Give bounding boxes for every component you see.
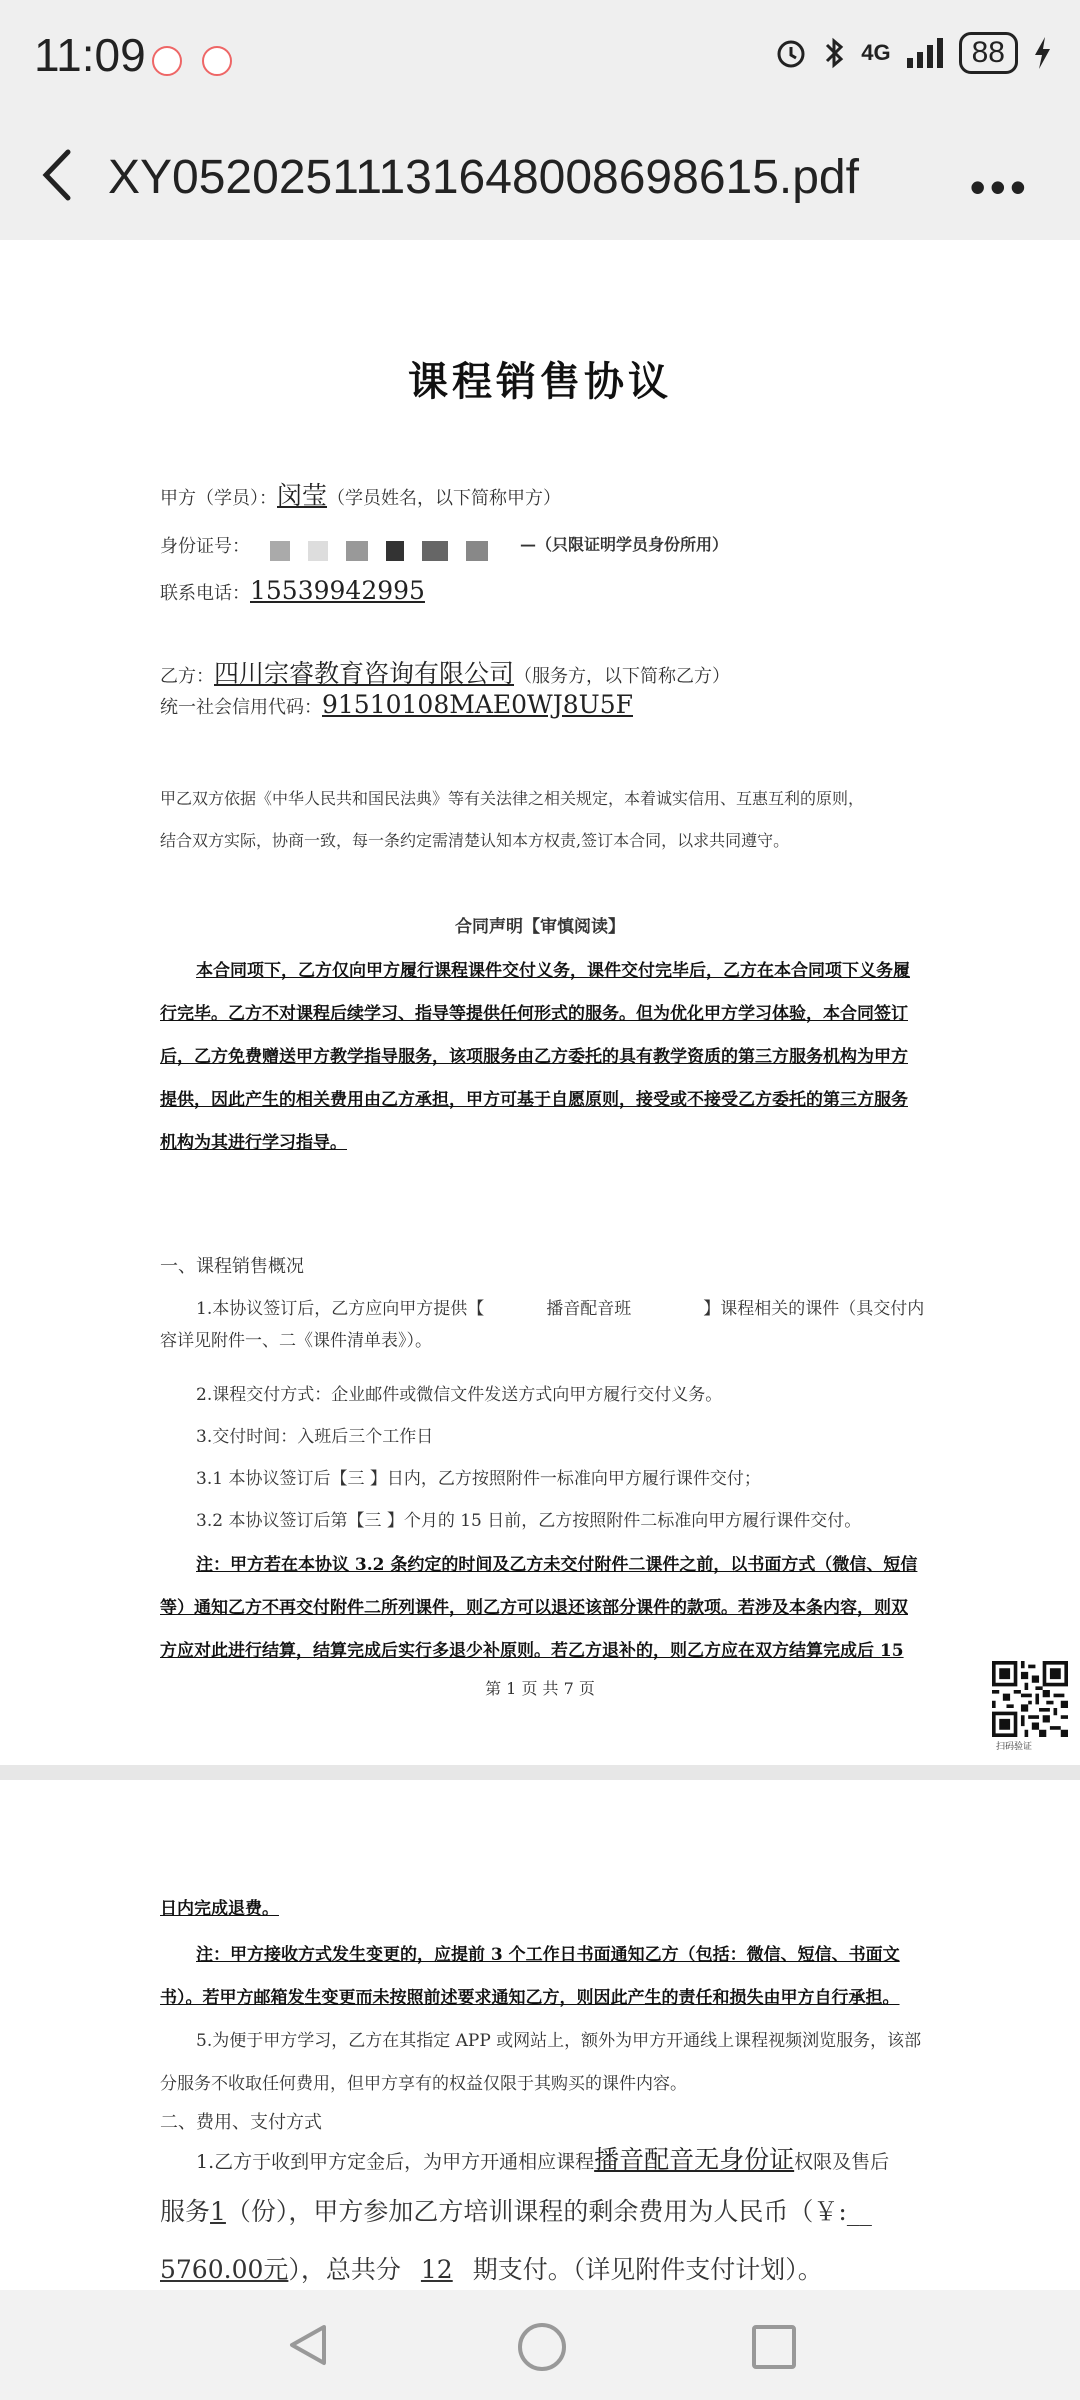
section-heading: 一、课程销售概况	[160, 1256, 304, 1277]
fee-quantity: 1	[210, 2197, 226, 2226]
status-icons	[773, 32, 1052, 74]
item-line: 1.本协议签订后，乙方应向甲方提供【 播音配音班 】课程相关的课件（具交付内	[196, 1299, 925, 1319]
more-options-icon[interactable]: •••	[969, 161, 1030, 213]
item-line: 2.课程交付方式：企业邮件或微信文件发送方式向甲方履行交付义务。	[196, 1385, 723, 1405]
item-line: 3.交付时间：入班后三个工作日	[196, 1427, 434, 1447]
signal-icon	[905, 36, 945, 70]
redacted-id	[270, 540, 540, 564]
qr-caption: 扫码验证	[996, 1742, 1033, 1752]
party-b-line: 乙方：四川宗睿教育咨询有限公司（服务方，以下简称乙方）	[160, 659, 731, 688]
clock: 11:09	[34, 29, 146, 81]
party-a-name: 闵莹	[277, 481, 328, 510]
back-arrow-icon[interactable]	[38, 148, 78, 202]
page-number: 第 1 页 共 7 页	[485, 1679, 595, 1698]
id-note: —（只限证明学员身份所用）	[520, 535, 729, 554]
app-header	[0, 110, 1080, 240]
pdf-page-1	[0, 240, 1080, 1765]
document-title: 课程销售协议	[408, 358, 672, 405]
fee-line: 5760.00元），总共分 12 期支付。（详见附件支付计划）。	[160, 2255, 823, 2284]
item-line: 3.1 本协议签订后【三 】日内，乙方按照附件一标准向甲方履行课件交付；	[196, 1469, 761, 1489]
item-line: 5.为便于甲方学习，乙方在其指定 APP 或网站上，额外为甲方开通线上课程视频浏览服务，该部	[196, 2031, 922, 2051]
phone-number: 15539942995	[250, 576, 425, 605]
charging-icon	[1032, 35, 1052, 71]
continued-line: 日内完成退费。	[160, 1899, 279, 1919]
fee-course-name: 播音配音无身份证	[594, 2145, 795, 2174]
declaration-line: 行完毕。乙方不对课程后续学习、指导等提供任何形式的服务。但为优化甲方学习体验，本合同签订	[160, 1004, 908, 1024]
declaration-line: 后，乙方免费赠送甲方教学指导服务，该项服务由乙方委托的具有教学资质的第三方服务机构为甲方	[160, 1047, 908, 1067]
credit-code: 91510108MAE0WJ8U5F	[322, 690, 633, 719]
party-b-name: 四川宗睿教育咨询有限公司	[214, 659, 515, 688]
declaration-line: 本合同项下，乙方仅向甲方履行课程课件交付义务，课件交付完毕后，乙方在本合同项下义务履	[196, 961, 910, 981]
network-type: 4G	[861, 40, 891, 65]
status-bar	[0, 0, 1080, 110]
note-line: 等）通知乙方不再交付附件二所列课件，则乙方可以退还该部分课件的款项。若涉及本条内容，则双	[160, 1598, 908, 1618]
fee-line: 1.乙方于收到甲方定金后，为甲方开通相应课程播音配音无身份证权限及售后	[196, 2145, 890, 2174]
party-a-line: 甲方（学员）：闵莹（学员姓名，以下简称甲方）	[160, 481, 562, 510]
course-name: 播音配音班	[546, 1299, 632, 1319]
notification-icon	[152, 46, 182, 76]
nav-recent-apps-icon[interactable]	[752, 2325, 796, 2369]
fee-periods: 12	[420, 2255, 453, 2284]
credit-code-line: 统一社会信用代码：91510108MAE0WJ8U5F	[160, 690, 633, 719]
declaration-line: 机构为其进行学习指导。	[160, 1133, 347, 1153]
item-line: 3.2 本协议签订后第【三 】个月的 15 日前，乙方按照附件二标准向甲方履行课件交付。	[196, 1511, 862, 1531]
nav-back-icon[interactable]	[286, 2323, 330, 2367]
nav-home-icon[interactable]	[518, 2323, 566, 2371]
fee-amount: 5760.00元	[160, 2255, 289, 2284]
note-line: 注：甲方若在本协议 3.2 条约定的时间及乙方未交付附件二课件之前，以书面方式（微信、短信	[196, 1555, 918, 1575]
fee-line: 服务1（份），甲方参加乙方培训课程的剩余费用为人民币（￥:__	[160, 2197, 872, 2226]
declaration-line: 提供，因此产生的相关费用由乙方承担，甲方可基于自愿原则，接受或不接受乙方委托的第三方服务	[160, 1090, 908, 1110]
declaration-title: 合同声明【审慎阅读】	[455, 917, 625, 937]
qr-code-icon[interactable]	[992, 1661, 1068, 1737]
intro-line: 结合双方实际，协商一致，每一条约定需清楚认知本方权责,签订本合同，以求共同遵守。	[160, 831, 790, 850]
battery-icon: 88	[959, 32, 1018, 74]
note-line: 书）。若甲方邮箱发生变更而未按照前述要求通知乙方，则因此产生的责任和损失由甲方自行承担。	[160, 1988, 900, 2008]
file-name: XY0520251113164800869861​5.pdf	[108, 151, 859, 204]
notification-icon	[202, 46, 232, 76]
note-line: 方应对此进行结算，结算完成后实行多退少补原则。若乙方退补的，则乙方应在双方结算完成后 15	[160, 1641, 904, 1661]
id-label: 身份证号：	[160, 536, 250, 557]
alarm-icon	[773, 35, 809, 71]
intro-line: 甲乙双方依据《中华人民共和国民法典》等有关法律之相关规定，本着诚实信用、互惠互利的原则，	[160, 789, 865, 808]
pdf-page-2	[0, 1780, 1080, 2290]
system-nav-bar	[0, 2290, 1080, 2400]
phone-line: 联系电话：15539942995	[160, 576, 425, 605]
section-heading: 二、费用、支付方式	[160, 2112, 322, 2133]
item-line: 分服务不收取任何费用，但甲方享有的权益仅限于其购买的课件内容。	[160, 2074, 687, 2094]
note-line: 注：甲方接收方式发生变更的，应提前 3 个工作日书面通知乙方（包括：微信、短信、书面文	[196, 1945, 900, 1965]
item-line: 容详见附件一、二《课件清单表》）。	[160, 1331, 432, 1351]
bluetooth-icon	[823, 35, 847, 71]
